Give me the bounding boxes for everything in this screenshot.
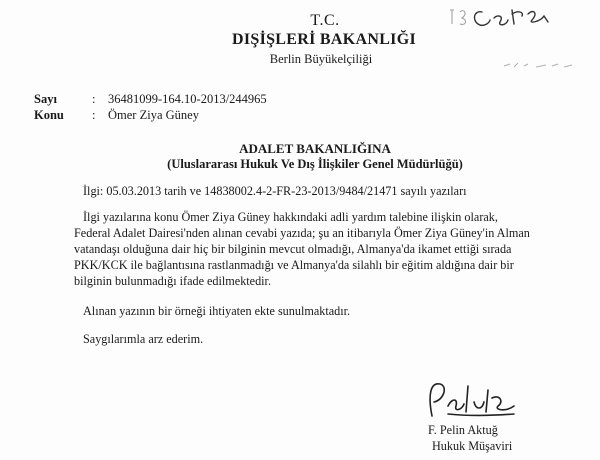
ilgi-reference: İlgi: 05.03.2013 tarih ve 14838002.4-2-FR-23-2013/9484/21471 sayılı yazıları (83, 184, 467, 198)
header-state: T.C. (310, 12, 340, 29)
faint-stamp-mark-icon (444, 6, 474, 28)
faint-date-mark-icon (502, 58, 582, 72)
handwritten-annotation-icon (468, 0, 588, 36)
main-paragraph (74, 209, 583, 289)
meta-sayi-row (34, 92, 267, 107)
sayi-label: Sayı (34, 92, 57, 106)
konu-value: Ömer Ziya Güney (108, 108, 199, 122)
paragraph-line: Federal Adalet Dairesi'nden alınan cevabi yazıda; şu an itibarıyla Ömer Ziya Güney'in Alman (74, 226, 530, 240)
closing-line: Saygılarımla arz ederim. (83, 332, 204, 346)
header-embassy: Berlin Büyükelçiliği (269, 52, 373, 66)
addressee-line2: (Uluslararası Hukuk Ve Dış İlişkiler Genel Müdürlüğü) (167, 157, 463, 171)
signature-icon (418, 376, 528, 426)
konu-label: Konu (34, 108, 64, 122)
signatory-name: F. Pelin Aktuğ (428, 423, 498, 437)
sayi-colon: : (92, 92, 96, 106)
paragraph-line: PKK/KCK ile bağlantısına rastlanmadığı ve Almanya'da silahlı bir eğitim aldığına dair bir (74, 258, 514, 272)
paragraph-line: İlgi yazılarına konu Ömer Ziya Güney hakkındaki adli yardım talebine ilişkin olarak, (83, 210, 498, 224)
sayi-value: 36481099-164.10-2013/244965 (108, 92, 267, 106)
paragraph-line: vatandaşı olduğuna dair hiç bir bilginin mevcut olmadığı, Almanya'da ikamet ettiği sırada (74, 242, 512, 256)
paragraph-line: bilginin bulunmadığı ifade edilmektedir. (74, 274, 271, 288)
meta-konu-row (34, 108, 199, 123)
enclosure-note: Alınan yazının bir örneği ihtiyaten ekte sunulmaktadır. (83, 304, 351, 318)
header-ministry: DIŞİŞLERİ BAKANLIĞI (232, 31, 416, 48)
konu-colon: : (92, 108, 96, 122)
signatory-title: Hukuk Müşaviri (432, 439, 513, 453)
addressee-line1: ADALET BAKANLIĞINA (239, 141, 391, 156)
